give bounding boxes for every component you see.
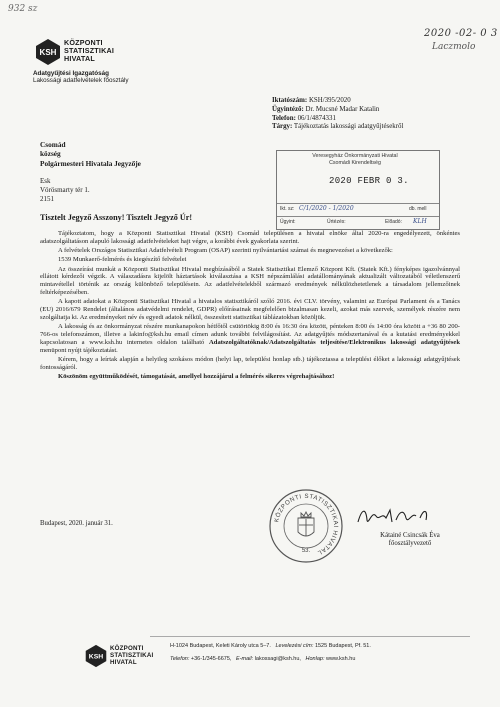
signatory: Kátainé Csincsák Éva főosztályvezető <box>380 532 440 548</box>
paragraph: Tájékoztatom, hogy a Központi Statisztikai Hivatal (KSH) Csomád településen a hivatal elnöke által 2020-ra engedélyezett, önkéntes adatszolgáltatáson alapuló lakossági adatfelvételeket hajt végre, a korábbi évek gyakorlata szerint. <box>40 230 460 245</box>
registry-stamp: Veresegyház Önkormányzati Hivatal Csomádi Kirendeltség 2020 FEBR 0 3. Ikt. sz: C/1/2020 - 1/2020 db. mell Ügyint: Ürtézés: Előadó: KLH <box>276 150 440 230</box>
handwritten-signature-icon <box>356 504 436 528</box>
ksh-hexagon-icon <box>34 38 62 66</box>
footer-hexagon-icon <box>84 644 108 668</box>
handwritten-date: 2020 -02- 0 3 <box>424 28 498 39</box>
recipient: Csomád község Polgármesteri Hivatala Jegyzője <box>40 140 141 168</box>
greeting: Tisztelt Jegyző Asszony! Tisztelt Jegyző Úr! <box>40 213 193 222</box>
paragraph: A lakosság és az önkormányzat részére munkanapokon hétfőtől csütörtökig 8:00 és 16:30 óra között, pénteken 8:00 és 14:00 óra között a +36 80 200-766-os telefonszámon, illetve a lakinfo@ksh.hu email címen adunk további felvilágosítást. Az adatgyűjtés módszertanával és a kutatási eredményekkel kapcsolatosan a www.ksh.hu internetes oldalon található Adatszolgáltatóknak/Adatszolgáltatás teljesítése/Elektronikus lakossági adatgyűjtések menüpont nyújt tájékoztatást. <box>40 323 460 355</box>
svg-text:KÖZPONTI STATISZTIKAI HIVATAL: KÖZPONTI STATISZTIKAI HIVATAL <box>273 492 340 557</box>
paragraph: Kérem, hogy a leírtak alapján a helyileg szokásos módon (helyi lap, települési honlap stb.) tájékoztassa a települési élőket a lakossági adatgyűjtések fontosságáról. <box>40 356 460 372</box>
top-handwritten-note: 932 sz <box>8 4 38 14</box>
paragraph: Az összeírási munkát a Központi Statisztikai Hivatal megbízásából a Statek Statisztikai Elemző Központ Kft. (Statek Kft.) fényképes igazolvánnyal ellátott kérdezői végzik. A válaszadásra kijelölt háztartások kiválasztása a KSH népszámlálási adatállományának aktualizált változatából véletlenszerű mintavétellel történik az ország különböző településein. Az adatfelvételekből származó eredmények nélkülözhetetlenek a társadalom jellemzőinek feltérképezésében. <box>40 265 460 297</box>
handwritten-initials: Laczmolo <box>432 42 476 52</box>
logo-abbr: KSH <box>39 48 57 57</box>
reference-block: Iktatószám: KSH/395/2020 Ügyintéző: Dr. Mucsné Madar Katalin Telefon: 06/1/4874331 Tárgy: Tájékoztatás lakossági adatgyűjtésekről <box>272 97 404 131</box>
recipient-address: Esk Vörösmarty tér 1. 2151 <box>40 177 90 203</box>
official-seal-icon <box>268 488 344 564</box>
paragraph: A kapott adatokat a Központi Statisztikai Hivatal a hivatalos statisztikáról szóló 2016. évi CLV. törvény, valamint az Európai Parlament és a Tanács (EU) 2016/679 Rendelet (általános adatvédelmi rendelet, GDPR) előírásainak megfelelően bizalmasan kezeli, azokat más szervek, személyek részére nem szolgáltatja ki. Az eredményeket név és egyedi adatok nélkül, összesített statisztikai táblázatokban közöljük. <box>40 298 460 322</box>
footer-ksh-logo: KSH KÖZPONTI STATISZTIKAI HIVATAL <box>84 644 194 670</box>
footer-contact: H-1024 Budapest, Keleti Károly utca 5–7. Levelezési cím: 1525 Budapest, Pf. 51. Telefon: +36-1/345-6675, E-mail: lakossagi@ksh.hu, Honlap: www.ksh.hu <box>170 643 371 662</box>
stamp-date: 2020 FEBR 0 3. <box>329 176 409 186</box>
footer-divider <box>150 636 470 637</box>
paragraph: A felvételek Országos Statisztikai Adatfelvételi Program (OSAP) szerinti nyilvántartási számai és megnevezései a következők: <box>58 247 393 255</box>
logo-text: KÖZPONTI STATISZTIKAI HIVATAL <box>64 38 115 63</box>
closing-thanks: Köszönöm együttműködését, támogatását, amellyel hozzájárul a felmérés sikeres végrehajtásához! <box>58 373 335 381</box>
letter-body <box>40 230 460 383</box>
svg-text:KSH: KSH <box>88 653 104 661</box>
department: Adatgyűjtési Igazgatóság Lakossági adatfelvételek főosztály <box>33 70 129 84</box>
seal-number: 53. <box>301 548 311 554</box>
ksh-logo <box>34 38 154 68</box>
place-date: Budapest, 2020. január 31. <box>40 520 113 527</box>
survey-item: 1539 Munkaerő-felmérés és kiegészítő felvételei <box>58 256 187 264</box>
